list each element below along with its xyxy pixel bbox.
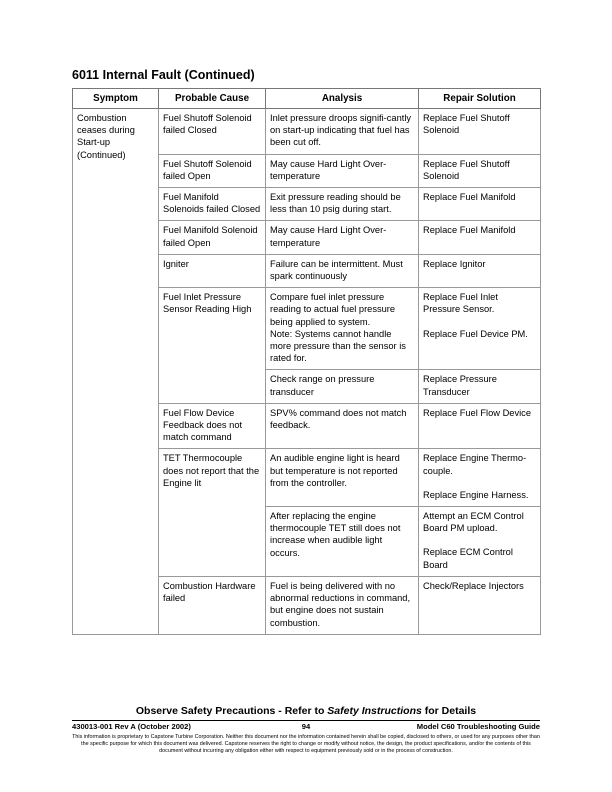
repair-cell bbox=[419, 288, 541, 370]
troubleshooting-table bbox=[72, 88, 541, 635]
page-number: 94 bbox=[301, 722, 311, 731]
cause-cell: Fuel Shutoff Solenoid failed Open bbox=[159, 154, 266, 187]
safety-notice-prefix: Observe Safety Precautions - Refer to bbox=[135, 705, 328, 717]
header-analysis: Analysis bbox=[266, 89, 419, 109]
repair-text: Attempt an ECM Control Board PM upload. bbox=[423, 511, 524, 534]
safety-notice-suffix: for Details bbox=[421, 705, 477, 717]
repair-cell bbox=[419, 507, 541, 577]
header-symptom: Symptom bbox=[73, 89, 159, 109]
repair-text: Replace Fuel Device PM. bbox=[423, 328, 528, 339]
repair-text: Replace Engine Thermo-couple. bbox=[423, 453, 527, 476]
repair-text: Replace Engine Harness. bbox=[423, 489, 529, 500]
safety-notice bbox=[0, 705, 612, 717]
analysis-cell: Check range on pressure transducer bbox=[266, 370, 419, 403]
repair-text: Replace Fuel Inlet Pressure Sensor. bbox=[423, 292, 498, 315]
cause-cell: Igniter bbox=[159, 254, 266, 287]
repair-cell bbox=[419, 449, 541, 507]
analysis-cell: Exit pressure reading should be less than 10 psig during start. bbox=[266, 188, 419, 221]
analysis-cell: May cause Hard Light Over-temperature bbox=[266, 221, 419, 254]
repair-cell: Check/Replace Injectors bbox=[419, 576, 541, 634]
analysis-cell: An audible engine light is heard but temperature is not reported from the controller. bbox=[266, 449, 419, 507]
page-title: 6011 Internal Fault (Continued) bbox=[72, 68, 255, 82]
analysis-cell: Fuel is being delivered with no abnormal reductions in command, but engine does not sustain combustion. bbox=[266, 576, 419, 634]
analysis-note: Note: Systems cannot handle more pressure than the sensor is rated for. bbox=[270, 328, 406, 364]
repair-cell: Replace Fuel Manifold bbox=[419, 221, 541, 254]
analysis-cell bbox=[266, 288, 419, 370]
disclaimer: This information is proprietary to Capstone Turbine Corporation. Neither this document nor the information contained herein shall be copied, disclosed to others, or used for any purposes other than the specific purpose for which this document was delivered. Capstone reserves the right to change or modify without notice, the design, the product specifications, and/or the contents of this document without incurring any obligation either with respect to equipment previously sold or in the process of construction. bbox=[72, 734, 540, 754]
analysis-text: Compare fuel inlet pressure reading to actual fuel pressure being applied to system. bbox=[270, 292, 396, 327]
cause-cell: Fuel Manifold Solenoids failed Closed bbox=[159, 188, 266, 221]
repair-cell: Replace Pressure Transducer bbox=[419, 370, 541, 403]
analysis-cell: After replacing the engine thermocouple TET still does not increase when audible light occurs. bbox=[266, 507, 419, 577]
analysis-cell: SPV% command does not match feedback. bbox=[266, 403, 419, 449]
guide-title: Model C60 Troubleshooting Guide bbox=[416, 722, 540, 731]
repair-cell: Replace Fuel Manifold bbox=[419, 188, 541, 221]
symptom-cell: Combustion ceases during Start-up (Continued) bbox=[73, 109, 159, 635]
table-header-row bbox=[73, 89, 541, 109]
doc-number: 430013-001 Rev A (October 2002) bbox=[72, 722, 191, 731]
header-repair-solution: Repair Solution bbox=[419, 89, 541, 109]
cause-cell: Fuel Inlet Pressure Sensor Reading High bbox=[159, 288, 266, 404]
cause-cell: Combustion Hardware failed bbox=[159, 576, 266, 634]
table-row bbox=[73, 109, 541, 155]
header-probable-cause: Probable Cause bbox=[159, 89, 266, 109]
analysis-cell: May cause Hard Light Over-temperature bbox=[266, 154, 419, 187]
footer-divider bbox=[72, 720, 540, 721]
repair-cell: Replace Fuel Shutoff Solenoid bbox=[419, 109, 541, 155]
cause-cell: TET Thermocouple does not report that the Engine lit bbox=[159, 449, 266, 576]
repair-cell: Replace Fuel Shutoff Solenoid bbox=[419, 154, 541, 187]
analysis-cell: Failure can be intermittent. Must spark continuously bbox=[266, 254, 419, 287]
cause-cell: Fuel Shutoff Solenoid failed Closed bbox=[159, 109, 266, 155]
cause-cell: Fuel Manifold Solenoid failed Open bbox=[159, 221, 266, 254]
repair-cell: Replace Fuel Flow Device bbox=[419, 403, 541, 449]
repair-text: Replace ECM Control Board bbox=[423, 547, 513, 570]
analysis-cell: Inlet pressure droops signifi-cantly on start-up indicating that fuel has been cut off. bbox=[266, 109, 419, 155]
safety-notice-italic: Safety Instructions bbox=[327, 705, 422, 717]
cause-cell: Fuel Flow Device Feedback does not match command bbox=[159, 403, 266, 449]
repair-cell: Replace Ignitor bbox=[419, 254, 541, 287]
